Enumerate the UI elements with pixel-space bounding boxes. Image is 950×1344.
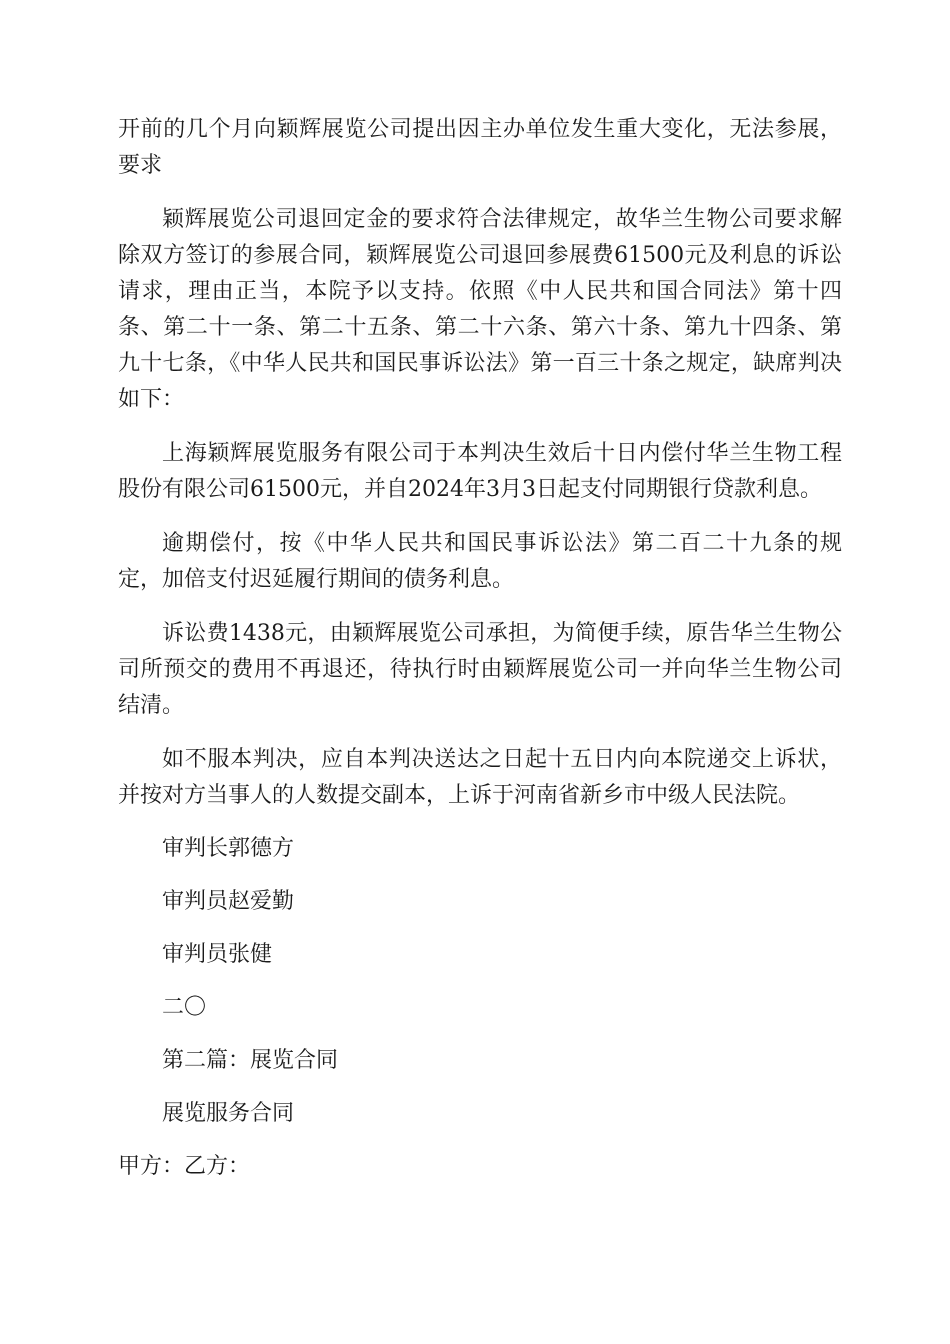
signature-date: 二〇 xyxy=(162,995,207,1020)
paragraph-judgment: 上海颖辉展览服务有限公司于本判决生效后十日内偿付华兰生物工程股份有限公司61500元，并自2024年3月3日起支付同期银行贷款利息。 xyxy=(118,441,842,502)
paragraph-overdue: 逾期偿付，按《中华人民共和国民事诉讼法》第二百二十九条的规定，加倍支付迟延履行期间的债务利息。 xyxy=(118,531,842,592)
section-title: 第二篇：展览合同 xyxy=(162,1048,339,1073)
document-page xyxy=(118,112,842,1185)
paragraph-litigation-fee: 诉讼费1438元，由颖辉展览公司承担，为简便手续，原告华兰生物公司所预交的费用不再退还，待执行时由颖辉展览公司一并向华兰生物公司结清。 xyxy=(118,621,842,718)
signature-judge-2: 审判员张健 xyxy=(162,942,273,967)
signature-presiding-judge: 审判长郭德方 xyxy=(162,836,295,861)
signature-judge-1: 审判员赵爱勤 xyxy=(162,889,295,914)
paragraph-appeal: 如不服本判决，应自本判决送达之日起十五日内向本院递交上诉状，并按对方当事人的人数提交副本，上诉于河南省新乡市中级人民法院。 xyxy=(118,747,842,808)
parties-line: 甲方：乙方： xyxy=(118,1154,251,1179)
contract-title: 展览服务合同 xyxy=(162,1101,295,1126)
paragraph-continuation: 开前的几个月向颖辉展览公司提出因主办单位发生重大变化，无法参展，要求 xyxy=(118,117,842,178)
paragraph-reasoning: 颖辉展览公司退回定金的要求符合法律规定，故华兰生物公司要求解除双方签订的参展合同，颖辉展览公司退回参展费61500元及利息的诉讼请求，理由正当，本院予以支持。依照《中人民共和国合同法》第十四条、第二十一条、第二十五条、第二十六条、第六十条、第九十四条、第九十七条，《中华人民共和国民事诉讼法》第一百三十条之规定，缺席判决如下： xyxy=(118,207,842,412)
